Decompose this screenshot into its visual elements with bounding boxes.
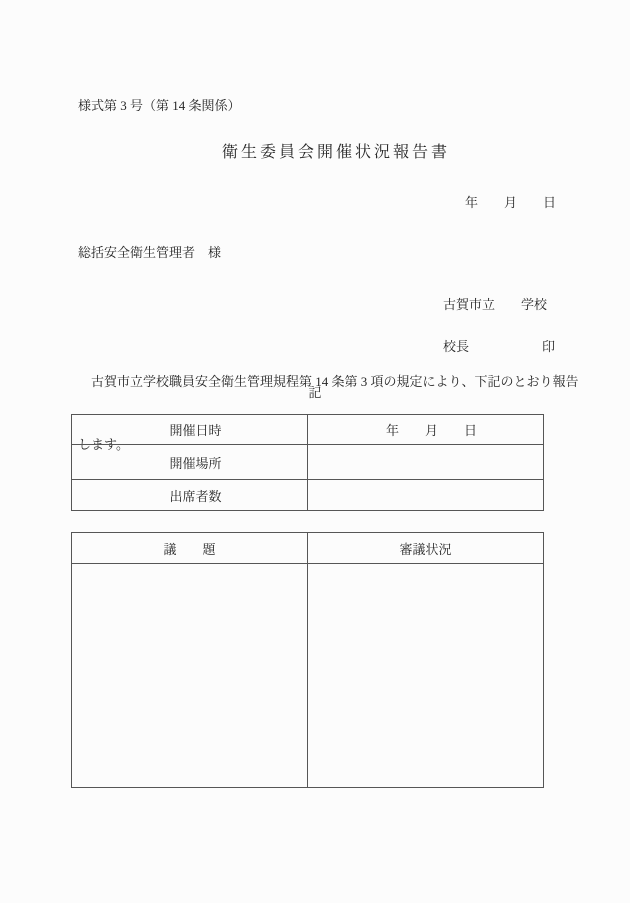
attendee-count-value <box>308 480 544 511</box>
meeting-datetime-value: 年 月 日 <box>308 415 544 445</box>
body-paragraph-line2: します。 <box>78 437 129 452</box>
agenda-header-row <box>72 533 544 564</box>
principal-label: 校長 <box>443 339 470 354</box>
status-content-cell <box>308 564 544 788</box>
school-name-line: 古賀市立 学校 <box>443 297 548 312</box>
meeting-info-table <box>71 414 544 511</box>
form-number: 様式第 3 号（第 14 条関係） <box>78 98 241 113</box>
meeting-place-row <box>72 445 544 480</box>
attendee-count-label: 出席者数 <box>72 480 308 511</box>
addressee-line: 総括安全衛生管理者 様 <box>78 245 222 260</box>
meeting-place-label: 開催場所 <box>72 445 308 480</box>
agenda-column-header: 議 題 <box>72 533 308 564</box>
meeting-datetime-row <box>72 415 544 445</box>
seal-label: 印 <box>541 339 555 354</box>
status-column-header: 審議状況 <box>308 533 544 564</box>
meeting-place-value <box>308 445 544 480</box>
record-marker: 記 <box>308 385 322 400</box>
document-title: 衛生委員会開催状況報告書 <box>222 144 451 161</box>
attendee-count-row <box>72 480 544 511</box>
meeting-datetime-label: 開催日時 <box>72 415 308 445</box>
body-paragraph-line1: 古賀市立学校職員安全衛生管理規程第 14 条第 3 項の規定により、下記のとおり報告 <box>78 374 579 389</box>
report-date-line: 年 月 日 <box>465 195 557 210</box>
agenda-content-row <box>72 564 544 788</box>
agenda-table <box>71 532 544 788</box>
agenda-content-cell <box>72 564 308 788</box>
